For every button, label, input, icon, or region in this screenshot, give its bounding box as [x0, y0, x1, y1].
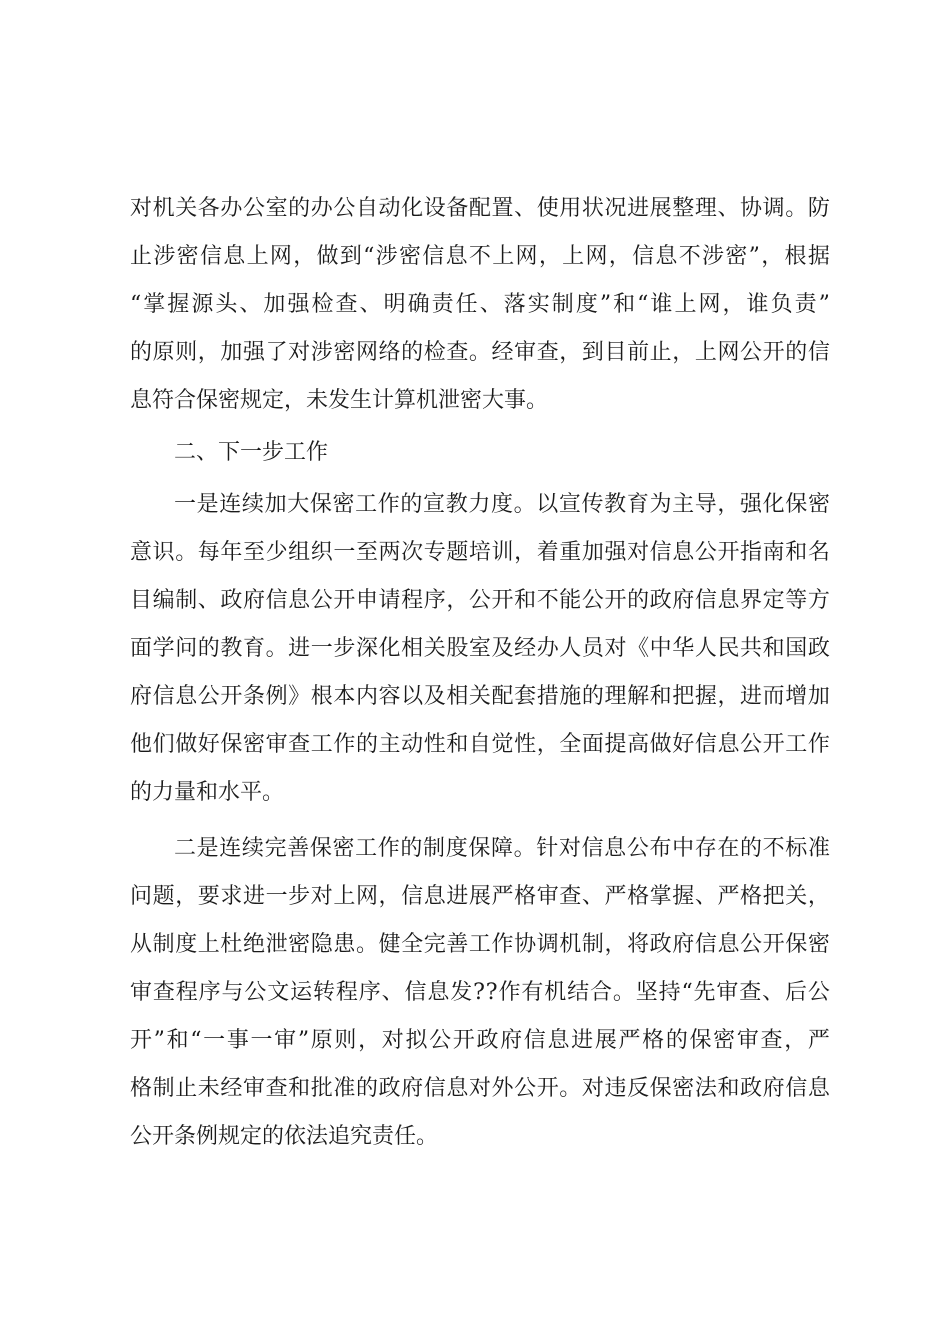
paragraph-line: 开 ” 和 “ 一 事 一 审 ” 原 则 ， 对 拟 公 开 政 府 信 息 进 展 严 格 的 保 密 审 查 ， 严: [130, 1028, 830, 1053]
paragraph-line: 问 题 ， 要 求 进 一 步 对 上 网 ， 信 息 进 展 严 格 审 查 、 严 格 掌 握 、 严 格 把 关 ，: [130, 884, 830, 909]
paragraph-line: “ 掌 握 源 头 、 加 强 检 查 、 明 确 责 任 、 落 实 制 度 ” 和 “ 谁 上 网 ， 谁 负 责 ”: [130, 292, 830, 317]
paragraph-line: 格 制 止 未 经 审 查 和 批 准 的 政 府 信 息 对 外 公 开 。 对 违 反 保 密 法 和 政 府 信 息: [130, 1076, 830, 1101]
paragraph-line: 的力量和水平。: [130, 780, 285, 805]
section-heading: 二、下一步工作: [174, 440, 329, 465]
paragraph-line: 的 原 则 ， 加 强 了 对 涉 密 网 络 的 检 查 。 经 审 查 ， 到 目 前 止 ， 上 网 公 开 的 信: [130, 340, 830, 365]
paragraph-line: 审 查 程 序 与 公 文 运 转 程 序 、 信 息 发 ? ? 作 有 机 结 合 。 坚 持 “ 先 审 查 、 后 公: [130, 980, 830, 1005]
paragraph-line: 二 是 连 续 完 善 保 密 工 作 的 制 度 保 障 。 针 对 信 息 公 布 中 存 在 的 不 标 准: [174, 836, 830, 861]
paragraph-line: 府 信 息 公 开 条 例 》 根 本 内 容 以 及 相 关 配 套 措 施 的 理 解 和 把 握 ， 进 而 增 加: [130, 684, 830, 709]
paragraph-line: 他 们 做 好 保 密 审 查 工 作 的 主 动 性 和 自 觉 性 ， 全 面 提 高 做 好 信 息 公 开 工 作: [130, 732, 830, 757]
paragraph-line: 从 制 度 上 杜 绝 泄 密 隐 患 。 健 全 完 善 工 作 协 调 机 制 ， 将 政 府 信 息 公 开 保 密: [130, 932, 830, 957]
paragraph-line: 对 机 关 各 办 公 室 的 办 公 自 动 化 设 备 配 置 、 使 用 状 况 进 展 整 理 、 协 调 。 防: [130, 196, 830, 221]
paragraph-line: 止 涉 密 信 息 上 网 ， 做 到 “ 涉 密 信 息 不 上 网 ， 上 网 ， 信 息 不 涉 密 ” ， 根 据: [130, 244, 830, 269]
paragraph-line: 目 编 制 、 政 府 信 息 公 开 申 请 程 序 ， 公 开 和 不 能 公 开 的 政 府 信 息 界 定 等 方: [130, 588, 830, 613]
paragraph-line: 息符合保密规定，未发生计算机泄密大事。: [130, 388, 549, 413]
paragraph-line: 意 识 。 每 年 至 少 组 织 一 至 两 次 专 题 培 训 ， 着 重 加 强 对 信 息 公 开 指 南 和 名: [130, 540, 830, 565]
paragraph-line: 公开条例规定的依法追究责任。: [130, 1124, 439, 1149]
paragraph-line: 一 是 连 续 加 大 保 密 工 作 的 宣 教 力 度 。 以 宣 传 教 育 为 主 导 ， 强 化 保 密: [174, 492, 830, 517]
paragraph-line: 面 学 问 的 教 育 。 进 一 步 深 化 相 关 股 室 及 经 办 人 员 对 《 中 华 人 民 共 和 国 政: [130, 636, 830, 661]
